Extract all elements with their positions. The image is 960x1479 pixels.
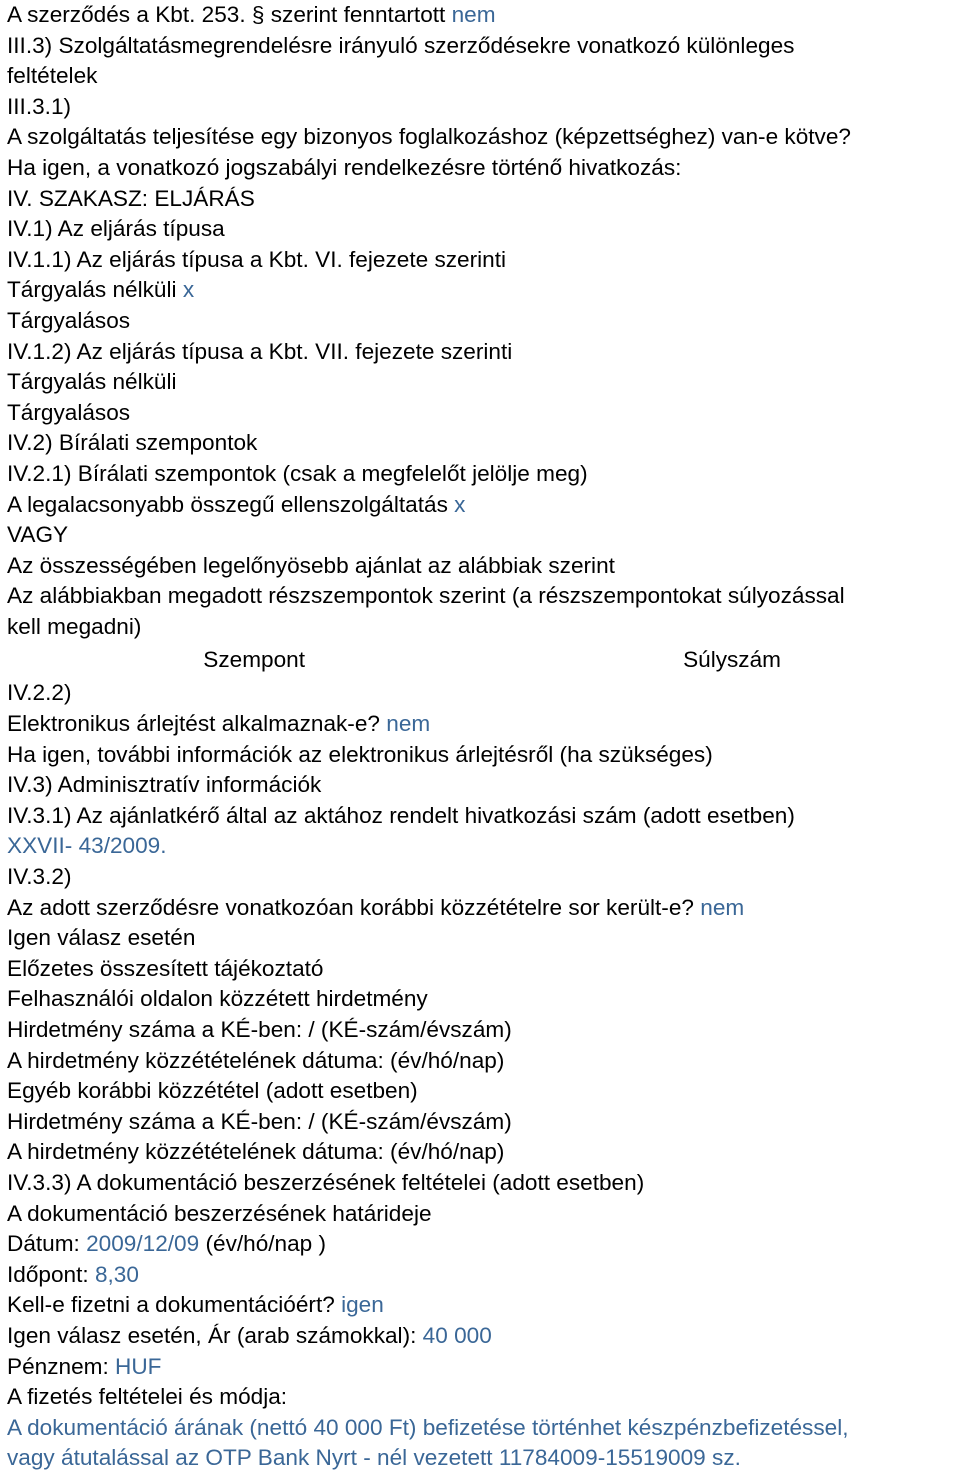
currency-line <box>7 1352 960 1383</box>
reserved-contract-line <box>7 0 960 31</box>
criterion-column-header: Szempont <box>203 647 305 673</box>
reference-number-value: XXVII- 43/2009. <box>7 833 167 859</box>
option-without-negotiation-vi <box>7 275 960 306</box>
lowest-price-mark: x <box>454 491 466 517</box>
time-value: 8,30 <box>94 1261 139 1287</box>
notice-number-2: Hirdetmény száma a KÉ-ben: / (KÉ-szám/évszám) <box>7 1108 512 1134</box>
section-iv-1-2-heading: IV.1.2) Az eljárás típusa a Kbt. VII. fejezete szerinti <box>7 338 513 364</box>
price-value: 40 000 <box>422 1322 492 1348</box>
payment-terms-text-cont: vagy átutalással az OTP Bank Nyrt - nél vezetett 11784009-15519009 sz. <box>7 1445 741 1471</box>
subcriteria-text: Az alábbiakban megadott részszempontok szerint (a részszempontokat súlyozással <box>7 583 845 609</box>
payment-terms-heading: A fizetés feltételei és módja: <box>7 1384 288 1410</box>
criteria-table-header <box>7 642 960 678</box>
or-separator: VAGY <box>7 522 69 548</box>
if-yes-text: Igen válasz esetén <box>7 925 196 951</box>
currency-label: Pénznem: <box>7 1353 116 1379</box>
fee-question <box>7 1290 960 1321</box>
section-iv-2-2-heading: IV.2.2) <box>7 680 72 706</box>
reserved-contract-value: nem <box>451 2 496 27</box>
documentation-deadline: A dokumentáció beszerzésének határideje <box>7 1200 432 1226</box>
reserved-contract-label: A szerződés a Kbt. 253. § szerint fenntartott <box>7 2 452 27</box>
weight-column-header: Súlyszám <box>683 647 781 673</box>
date-line <box>7 1229 960 1260</box>
section-iv-1-1-heading: IV.1.1) Az eljárás típusa a Kbt. VI. fejezete szerinti <box>7 246 507 272</box>
date-value: 2009/12/09 <box>86 1231 200 1257</box>
option-mark: x <box>182 277 195 303</box>
option-negotiated-vi: Tárgyalásos <box>7 307 131 333</box>
prior-publication-question <box>7 893 960 924</box>
fee-label: Kell-e fizetni a dokumentációért? <box>7 1292 342 1318</box>
buyer-profile-notice: Felhasználói oldalon közzétett hirdetmény <box>7 986 428 1012</box>
section-iv-3-1-heading: IV.3.1) Az ajánlatkérő által az aktához rendelt hivatkozási szám (adott esetben) <box>7 802 795 828</box>
profession-question: A szolgáltatás teljesítése egy bizonyos foglalkozáshoz (képzettséghez) van-e kötve? <box>7 124 851 150</box>
section-iii-3-heading-cont: feltételek <box>7 63 98 89</box>
e-auction-question <box>7 709 960 740</box>
lowest-price-criterion <box>7 490 960 521</box>
lowest-price-label: A legalacsonyabb összegű ellenszolgáltatás <box>7 491 455 517</box>
legal-reference-question: Ha igen, a vonatkozó jogszabályi rendelkezésre történő hivatkozás: <box>7 154 682 180</box>
section-iv-3-2-heading: IV.3.2) <box>7 864 72 890</box>
date-label: Dátum: <box>7 1231 87 1257</box>
date-format: (év/hó/nap ) <box>199 1231 327 1257</box>
subcriteria-text-cont: kell megadni) <box>7 613 142 639</box>
section-iv-1-heading: IV.1) Az eljárás típusa <box>7 216 225 242</box>
fee-value: igen <box>341 1292 384 1318</box>
notice-date-2: A hirdetmény közzétételének dátuma: (év/hó/nap) <box>7 1139 505 1165</box>
section-iii-3-1-heading: III.3.1) <box>7 93 72 119</box>
option-label: Tárgyalás nélküli <box>7 277 183 303</box>
prior-publication-label: Az adott szerződésre vonatkozóan korábbi közzétételre sor került-e? <box>7 894 701 920</box>
section-iv-3-3-heading: IV.3.3) A dokumentáció beszerzésének feltételei (adott esetben) <box>7 1169 645 1195</box>
payment-terms-text: A dokumentáció árának (nettó 40 000 Ft) befizetése történhet készpénzbefizetéssel, <box>7 1414 849 1440</box>
e-auction-value: nem <box>386 711 431 737</box>
section-iii-3-heading: III.3) Szolgáltatásmegrendelésre irányuló szerződésekre vonatkozó különleges <box>7 32 795 58</box>
section-iv-2-heading: IV.2) Bírálati szempontok <box>7 430 258 456</box>
section-iv-2-1-heading: IV.2.1) Bírálati szempontok (csak a megfelelőt jelölje meg) <box>7 460 588 486</box>
price-label: Igen válasz esetén, Ár (arab számokkal): <box>7 1322 423 1348</box>
other-prior-publication: Egyéb korábbi közzététel (adott esetben) <box>7 1078 418 1104</box>
prior-publication-value: nem <box>700 894 745 920</box>
price-line <box>7 1321 960 1352</box>
e-auction-info: Ha igen, további információk az elektronikus árlejtésről (ha szükséges) <box>7 741 713 767</box>
e-auction-label: Elektronikus árlejtést alkalmaznak-e? <box>7 711 387 737</box>
section-iv-3-heading: IV.3) Adminisztratív információk <box>7 772 322 798</box>
notice-date-1: A hirdetmény közzétételének dátuma: (év/hó/nap) <box>7 1047 505 1073</box>
most-advantageous-criterion: Az összességében legelőnyösebb ajánlat az alábbiak szerint <box>7 552 615 578</box>
option-without-negotiation-vii: Tárgyalás nélküli <box>7 369 177 395</box>
time-line <box>7 1260 960 1291</box>
prior-information-notice: Előzetes összesített tájékoztató <box>7 955 324 981</box>
time-label: Időpont: <box>7 1261 95 1287</box>
option-negotiated-vii: Tárgyalásos <box>7 399 131 425</box>
notice-number-1: Hirdetmény száma a KÉ-ben: / (KÉ-szám/évszám) <box>7 1017 512 1042</box>
currency-value: HUF <box>115 1353 162 1379</box>
section-iv-heading: IV. SZAKASZ: ELJÁRÁS <box>7 185 255 211</box>
